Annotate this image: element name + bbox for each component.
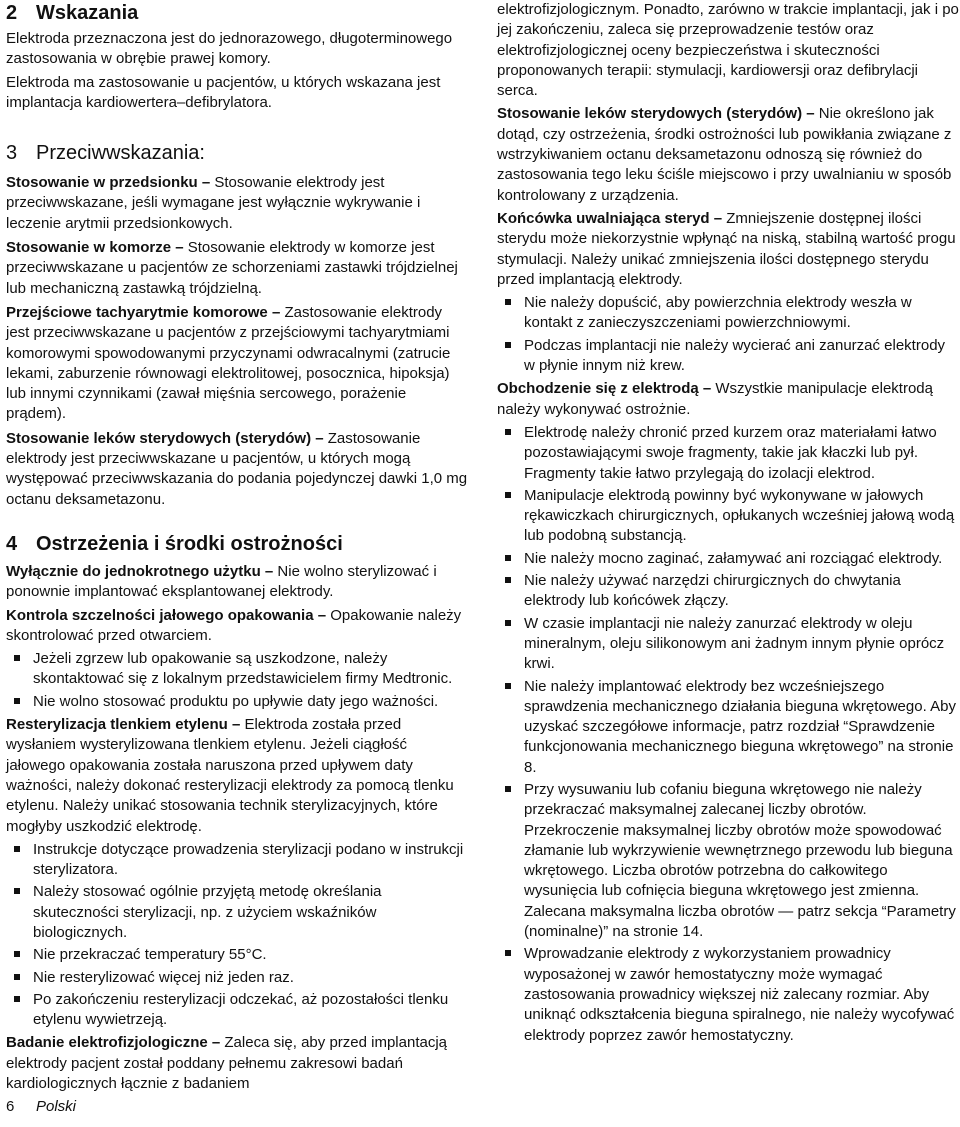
paragraph-lead: Stosowanie leków sterydowych (sterydów) – <box>497 105 815 123</box>
paragraph: elektrofizjologicznym. Ponadto, zarówno w trakcie implantacji, jak i po jej zakończeniu, zaleca się przeprowadzenie testów oraz elektrofizjologicznej oceny bezpieczeństwa i skuteczności proponowanych terapii: stymulacji, kardiowersji oraz defibrylacji serca. <box>497 1 959 100</box>
list-item: Manipulacje elektrodą powinny być wykonywane w jałowych rękawiczkach chirurgicznych, opłukanych wcześniej jałową wodą lub podobną substancją. <box>497 486 959 547</box>
paragraph <box>6 1033 468 1094</box>
paragraph-text: Stosowanie elektrody jest przeciwwskazane, jeśli wymagane jest wyłącznie wykrywanie i leczenie arytmii przedsionkowych. <box>6 174 421 232</box>
paragraph-text: Zmniejszenie dostępnej ilości sterydu może niekorzystnie wpłynąć na niską, stabilną wartość progu stymulacji. Należy unikać zmniejszenia ilości dostępnego sterydu przed implantacją elektrody. <box>497 209 956 288</box>
paragraph <box>6 562 468 603</box>
paragraph-lead: Stosowanie leków sterydowych (sterydów) – <box>6 429 324 447</box>
bullet-list <box>6 840 468 1031</box>
page-number: 6 <box>6 1098 15 1115</box>
section-title: Ostrzeżenia i środki ostrożności <box>36 532 343 555</box>
paragraph-text: Zastosowanie elektrody jest przeciwwskazane u pacjentów z przejściowymi tachyarytmiami komorowymi spowodowanymi przyczynami odwracalnymi (zatrucie lekami, zaburzenie równowagi elektrolitowej, posocznica, hipoksja) lub innymi czynnikami (zawał mięśnia sercowego, porażenie prądem). <box>6 303 451 423</box>
list-item: Podczas implantacji nie należy wycierać ani zanurzać elektrody w płynie innym niż krew. <box>497 336 959 377</box>
section-heading-przeciwwskazania <box>6 141 468 165</box>
paragraph <box>6 606 468 647</box>
footer-language: Polski <box>36 1098 77 1115</box>
paragraph-text: Opakowanie należy skontrolować przed otwarciem. <box>6 606 462 644</box>
paragraph-lead: Badanie elektrofizjologiczne – <box>6 1034 221 1052</box>
paragraph: Elektroda przeznaczona jest do jednorazowego, długoterminowego zastosowania w obrębie prawej komory. <box>6 30 453 68</box>
paragraph <box>6 303 468 425</box>
paragraph-lead: Wyłącznie do jednokrotnego użytku – <box>6 562 274 580</box>
paragraph-lead: Kontrola szczelności jałowego opakowania – <box>6 606 327 624</box>
list-item: Nie przekraczać temperatury 55°C. <box>6 945 468 965</box>
section-title: Przeciwwskazania: <box>36 142 205 165</box>
bullet-list <box>497 423 959 1046</box>
list-item: Przy wysuwaniu lub cofaniu bieguna wkrętowego nie należy przekraczać maksymalnej zalecanej liczby obrotów. Przekroczenie maksymalnej liczby obrotów może spowodować złamanie lub wykrzywienie wewnętrznego przewodu lub bieguna wkrętowego. Liczba obrotów potrzebna do całkowitego wysunięcia lub cofnięcia bieguna wkrętowego jest zmienna. Zalecana maksymalna liczba obrotów — patrz sekcja “Parametry (nominalne)” na stronie 14. <box>497 780 959 942</box>
list-item: Należy stosować ogólnie przyjętą metodę określania skuteczności sterylizacji, np. z użyciem wskaźników biologicznych. <box>6 882 468 943</box>
paragraph-lead: Obchodzenie się z elektrodą – <box>497 380 712 398</box>
paragraph-lead: Resterylizacja tlenkiem etylenu – <box>6 716 241 734</box>
section-title: Wskazania <box>36 2 139 24</box>
list-item: Jeżeli zgrzew lub opakowanie są uszkodzone, należy skontaktować się z lokalnym przedstawicielem firmy Medtronic. <box>6 649 468 690</box>
paragraph <box>6 173 468 234</box>
paragraph-text: Wszystkie manipulacje elektrodą należy wykonywać ostrożnie. <box>497 380 933 418</box>
list-item: Po zakończeniu resterylizacji odczekać, aż pozostałości tlenku etylenu wywietrzeją. <box>6 990 468 1031</box>
bullet-list <box>497 293 959 376</box>
section-heading-wskazania <box>6 1 468 25</box>
paragraph <box>497 379 959 420</box>
bullet-list <box>6 649 468 712</box>
paragraph-lead: Końcówka uwalniająca steryd – <box>497 209 723 227</box>
list-item: Wprowadzanie elektrody z wykorzystaniem prowadnicy wyposażonej w zawór hemostatyczny może wymagać zastosowania prowadnicy większej niż zalecany rozmiar. Aby uniknąć odkształcenia bieguna spiralnego, nie należy wycofywać elektrody poprzez zawór hemostatyczny. <box>497 944 959 1045</box>
paragraph-text: Elektroda została przed wysłaniem wysterylizowana tlenkiem etylenu. Jeżeli ciągłość jałowego opakowania została naruszona przed upływem daty ważności, należy dokonać resterylizacji elektrody za pomocą tlenku etylenu. Należy unikać stosowania technik sterylizacyjnych, które mogłyby uszkodzić elektrodę. <box>6 716 454 835</box>
paragraph-text: Zaleca się, aby przed implantacją elektrody pacjent został poddany pełnemu zakresowi badań kardiologicznych łącznie z badaniem <box>6 1034 447 1093</box>
list-item: Nie należy mocno zaginać, załamywać ani rozciągać elektrody. <box>497 549 959 569</box>
list-item: Nie należy dopuścić, aby powierzchnia elektrody weszła w kontakt z zanieczyszczeniami powierzchniowymi. <box>497 293 959 334</box>
section-number: 4 <box>6 532 18 555</box>
left-column <box>6 0 468 1097</box>
list-item: Nie wolno stosować produktu po upływie daty jego ważności. <box>6 692 468 712</box>
list-item: Instrukcje dotyczące prowadzenia sterylizacji podano w instrukcji sterylizatora. <box>6 840 468 881</box>
paragraph-lead: Stosowanie w przedsionku – <box>6 174 211 192</box>
paragraph-text: Nie określono jak dotąd, czy ostrzeżenia, środki ostrożności lub powikłania związane z wstrzykiwaniem octanu deksametazonu odnoszą się również do zastosowania tego leku ściśle miejscowo i przy uwalnianiu w sposób kontrolowany z urządzenia. <box>497 105 952 204</box>
section-number: 3 <box>6 142 18 165</box>
list-item: Nie należy używać narzędzi chirurgicznych do chwytania elektrody lub końcówek złączy. <box>497 571 959 612</box>
paragraph <box>6 715 468 837</box>
paragraph-text: Zastosowanie elektrody jest przeciwwskazane u pacjentów, u których mogą występować przeciwwskazania do podania pojedynczej dawki 1,0 mg octanu deksametazonu. <box>6 429 468 508</box>
paragraph-text: Nie wolno sterylizować i ponownie implantować eksplantowanej elektrody. <box>6 562 437 601</box>
paragraph-lead: Przejściowe tachyarytmie komorowe – <box>6 303 281 321</box>
paragraph <box>497 209 959 290</box>
paragraph <box>497 104 959 205</box>
section-number: 2 <box>6 2 18 24</box>
paragraph-text: Stosowanie elektrody w komorze jest przeciwwskazane u pacjentów ze schorzeniami zastawki trójdzielnej lub mechaniczną zastawką trójdzielną. <box>6 239 458 297</box>
paragraph <box>6 429 468 510</box>
page-footer <box>6 1098 76 1115</box>
right-column <box>497 0 959 1049</box>
list-item: Nie resterylizować więcej niż jeden raz. <box>6 968 468 988</box>
paragraph <box>6 238 468 299</box>
paragraph-lead: Stosowanie w komorze – <box>6 239 184 257</box>
section-heading-ostrzezenia <box>6 532 468 556</box>
paragraph: Elektroda ma zastosowanie u pacjentów, u których wskazana jest implantacja kardiowertera–defibrylatora. <box>6 73 441 111</box>
list-item: Elektrodę należy chronić przed kurzem oraz materiałami łatwo pozostawiającymi swoje fragmenty, takie jak kłaczki lub pył. Fragmenty takie łatwo przylegają do izolacji elektrod. <box>497 423 959 484</box>
list-item: Nie należy implantować elektrody bez wcześniejszego sprawdzenia mechanicznego działania biegunа wkrętowego. Aby uzyskać szczegółowe informacje, patrz rozdział “Sprawdzenie funkcjonowania mechanicznego bieguna wkrętowego” na stronie 8. <box>497 677 959 778</box>
list-item: W czasie implantacji nie należy zanurzać elektrody w oleju mineralnym, oleju silikonowym ani żadnym innym płynie oprócz krwi. <box>497 614 959 675</box>
